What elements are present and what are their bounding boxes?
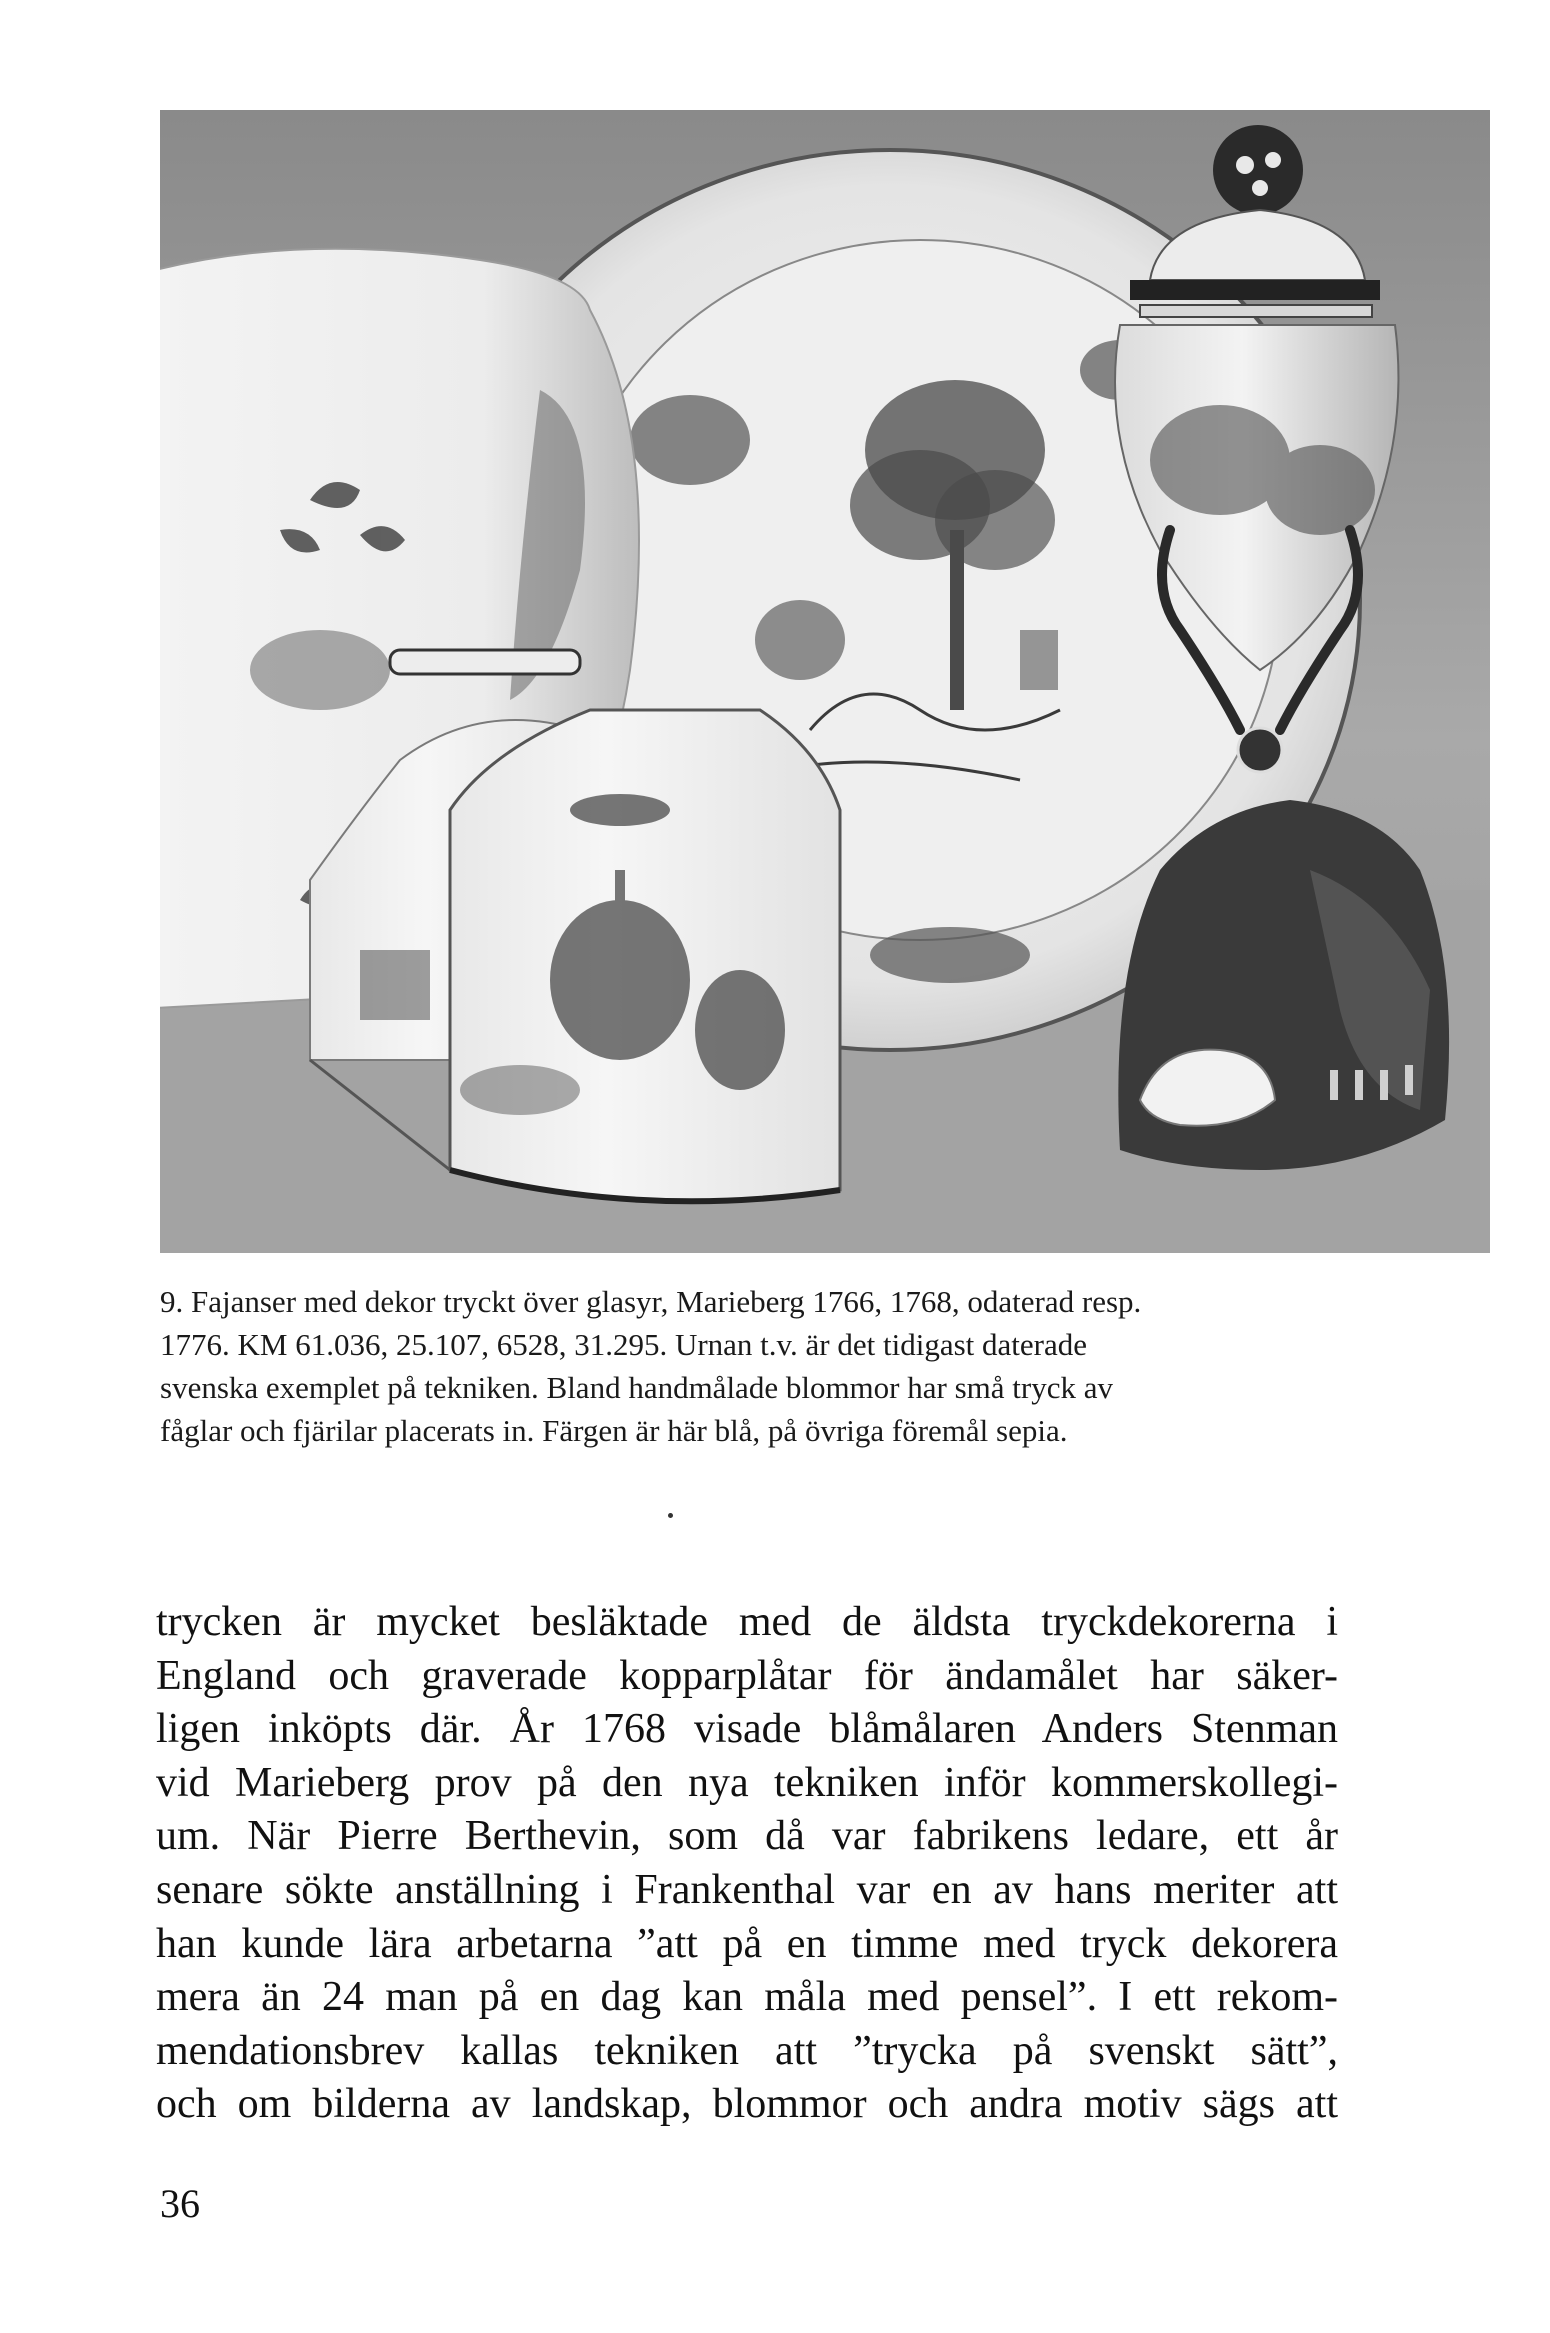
body-line: och om bilderna av landskap, blommor och andra motiv sägs att xyxy=(156,2081,1338,2128)
body-line: England och graverade kopparplåtar för ändamålet har säker- xyxy=(156,1652,1338,1699)
stray-dot xyxy=(668,1513,673,1518)
body-line: mendationsbrev kallas tekniken att ”trycka på svenskt sätt”, xyxy=(156,2027,1338,2074)
body-line: han kunde lära arbetarna ”att på en timme med tryck dekorera xyxy=(156,1920,1338,1967)
faience-ceramics-photo xyxy=(160,110,1490,1253)
caption-line: 9. Fajanser med dekor tryckt över glasyr, Marieberg 1766, 1768, odaterad resp. xyxy=(160,1284,1142,1319)
body-line: ligen inköpts där. År 1768 visade blåmålaren Anders Stenman xyxy=(156,1706,1338,1753)
body-line: mera än 24 man på en dag kan måla med pensel”. I ett rekom- xyxy=(156,1974,1338,2021)
page-number: 36 xyxy=(160,2181,200,2226)
body-paragraph xyxy=(156,1596,1338,2132)
photo-illustration xyxy=(160,110,1490,1253)
body-line: trycken är mycket besläktade med de äldsta tryckdekorerna i xyxy=(156,1599,1338,1645)
body-line: senare sökte anställning i Frankenthal var en av hans meriter att xyxy=(156,1866,1338,1913)
caption-line: fåglar och fjärilar placerats in. Färgen är här blå, på övriga föremål sepia. xyxy=(160,1413,1068,1448)
figure-caption xyxy=(160,1280,1340,1452)
caption-line: svenska exemplet på tekniken. Bland handmålade blommor har små tryck av xyxy=(160,1370,1113,1405)
body-line: um. När Pierre Berthevin, som då var fabrikens ledare, ett år xyxy=(156,1813,1338,1860)
caption-line: 1776. KM 61.036, 25.107, 6528, 31.295. Urnan t.v. är det tidigast daterade xyxy=(160,1327,1087,1362)
body-line: vid Marieberg prov på den nya tekniken inför kommerskollegi- xyxy=(156,1759,1338,1806)
